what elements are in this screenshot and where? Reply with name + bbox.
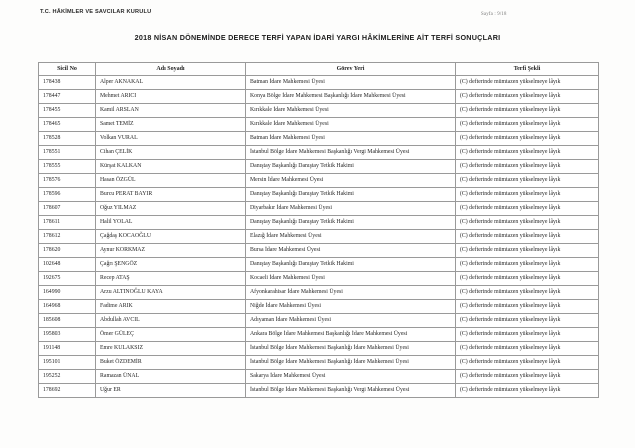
cell-sicil: 195101 (39, 356, 96, 370)
table-body (39, 76, 599, 398)
cell-sicil: 178455 (39, 104, 96, 118)
cell-terfi: (C) defterinde mümtazen yükselmeye lâyık (456, 118, 599, 132)
cell-gorev: İstanbul Bölge İdare Mahkemesi Başkanlığı İdare Mahkemesi Üyesi (246, 342, 456, 356)
cell-ad: Recep ATAŞ (96, 272, 246, 286)
cell-terfi: (C) defterinde mümtazen yükselmeye lâyık (456, 76, 599, 90)
table-row (39, 328, 599, 342)
cell-ad: Ömer GÜLEÇ (96, 328, 246, 342)
table-row (39, 286, 599, 300)
cell-terfi: (C) defterinde mümtazen yükselmeye lâyık (456, 356, 599, 370)
cell-sicil: 178465 (39, 118, 96, 132)
cell-terfi: (C) defterinde mümtazen yükselmeye lâyık (456, 342, 599, 356)
cell-gorev: Danıştay Başkanlığı Danıştay Tetkik Hakimi (246, 160, 456, 174)
cell-gorev: Mersin İdare Mahkemesi Üyesi (246, 174, 456, 188)
cell-gorev: İstanbul Bölge İdare Mahkemesi Başkanlığı İdare Mahkemesi Üyesi (246, 356, 456, 370)
cell-gorev: İstanbul Bölge İdare Mahkemesi Başkanlığı Vergi Mahkemesi Üyesi (246, 384, 456, 398)
cell-ad: Emre KULAKSIZ (96, 342, 246, 356)
cell-terfi: (C) defterinde mümtazen yükselmeye lâyık (456, 202, 599, 216)
cell-ad: Alper AKNAKAL (96, 76, 246, 90)
cell-gorev: Ankara Bölge İdare Mahkemesi Başkanlığı İdare Mahkemesi Üyesi (246, 328, 456, 342)
cell-terfi: (C) defterinde mümtazen yükselmeye lâyık (456, 314, 599, 328)
cell-sicil: 178551 (39, 146, 96, 160)
page-number: Sayfa : 9/18 (481, 12, 507, 17)
table-row (39, 118, 599, 132)
cell-ad: Fadime ARIK (96, 300, 246, 314)
agency-header: T.C. HÂKİMLER VE SAVCILAR KURULU (40, 9, 152, 15)
cell-ad: Aynur KORKMAZ (96, 244, 246, 258)
cell-terfi: (C) defterinde mümtazen yükselmeye lâyık (456, 188, 599, 202)
cell-ad: Burcu PERAT BAYIR (96, 188, 246, 202)
cell-gorev: Diyarbakır İdare Mahkemesi Üyesi (246, 202, 456, 216)
cell-terfi: (C) defterinde mümtazen yükselmeye lâyık (456, 300, 599, 314)
cell-gorev: Danıştay Başkanlığı Danıştay Tetkik Hakimi (246, 188, 456, 202)
table-row (39, 356, 599, 370)
cell-sicil: 195252 (39, 370, 96, 384)
cell-ad: Çağrı ŞENGÖZ (96, 258, 246, 272)
cell-terfi: (C) defterinde mümtazen yükselmeye lâyık (456, 132, 599, 146)
cell-terfi: (C) defterinde mümtazen yükselmeye lâyık (456, 328, 599, 342)
cell-ad: Kürşat KALKAN (96, 160, 246, 174)
column-header-0: Sicil No (39, 63, 96, 76)
cell-sicil: 178692 (39, 384, 96, 398)
cell-ad: Mehmet ARICI (96, 90, 246, 104)
cell-terfi: (C) defterinde mümtazen yükselmeye lâyık (456, 160, 599, 174)
cell-ad: Samet TEMİZ (96, 118, 246, 132)
table-row (39, 258, 599, 272)
table-row (39, 300, 599, 314)
table-row (39, 104, 599, 118)
table-row (39, 244, 599, 258)
cell-gorev: Batman İdare Mahkemesi Üyesi (246, 132, 456, 146)
cell-sicil: 191148 (39, 342, 96, 356)
cell-terfi: (C) defterinde mümtazen yükselmeye lâyık (456, 146, 599, 160)
cell-gorev: Niğde İdare Mahkemesi Üyesi (246, 300, 456, 314)
table-row (39, 132, 599, 146)
cell-gorev: Elazığ İdare Mahkemesi Üyesi (246, 230, 456, 244)
cell-sicil: 178528 (39, 132, 96, 146)
cell-ad: Kamil ARSLAN (96, 104, 246, 118)
cell-terfi: (C) defterinde mümtazen yükselmeye lâyık (456, 384, 599, 398)
cell-terfi: (C) defterinde mümtazen yükselmeye lâyık (456, 174, 599, 188)
table-row (39, 370, 599, 384)
cell-sicil: 178555 (39, 160, 96, 174)
cell-gorev: Kırıkkale İdare Mahkemesi Üyesi (246, 118, 456, 132)
table-row (39, 342, 599, 356)
cell-sicil: 178576 (39, 174, 96, 188)
table-header-row (39, 63, 599, 76)
cell-gorev: Konya Bölge İdare Mahkemesi Başkanlığı İdare Mahkemesi Üyesi (246, 90, 456, 104)
table-row (39, 272, 599, 286)
cell-sicil: 164990 (39, 286, 96, 300)
table-row (39, 160, 599, 174)
column-header-3: Terfi Şekli (456, 63, 599, 76)
cell-ad: Hasan ÖZGÜL (96, 174, 246, 188)
cell-terfi: (C) defterinde mümtazen yükselmeye lâyık (456, 216, 599, 230)
cell-ad: Çağdaş KOCAOĞLU (96, 230, 246, 244)
cell-gorev: Kırıkkale İdare Mahkemesi Üyesi (246, 104, 456, 118)
cell-sicil: 164968 (39, 300, 96, 314)
cell-gorev: Adıyaman İdare Mahkemesi Üyesi (246, 314, 456, 328)
cell-sicil: 178612 (39, 230, 96, 244)
cell-ad: Halil YOLAL (96, 216, 246, 230)
document-title: 2018 NİSAN DÖNEMİNDE DERECE TERFİ YAPAN İDARİ YARGI HÂKİMLERİNE AİT TERFİ SONUÇLARI (134, 33, 501, 42)
table-row (39, 146, 599, 160)
cell-sicil: 192675 (39, 272, 96, 286)
table-row (39, 202, 599, 216)
cell-sicil: 178447 (39, 90, 96, 104)
cell-sicil: 195803 (39, 328, 96, 342)
table-row (39, 188, 599, 202)
cell-gorev: Danıştay Başkanlığı Danıştay Tetkik Hakimi (246, 258, 456, 272)
table-row (39, 76, 599, 90)
table-row (39, 216, 599, 230)
cell-terfi: (C) defterinde mümtazen yükselmeye lâyık (456, 90, 599, 104)
cell-terfi: (C) defterinde mümtazen yükselmeye lâyık (456, 104, 599, 118)
cell-ad: Abdullah AVCIL (96, 314, 246, 328)
cell-sicil: 178611 (39, 216, 96, 230)
cell-sicil: 185608 (39, 314, 96, 328)
cell-terfi: (C) defterinde mümtazen yükselmeye lâyık (456, 286, 599, 300)
cell-gorev: Batman İdare Mahkemesi Üyesi (246, 76, 456, 90)
results-table (38, 62, 599, 398)
column-header-2: Görev Yeri (246, 63, 456, 76)
cell-ad: Cihan ÇELİK (96, 146, 246, 160)
cell-gorev: Sakarya İdare Mahkemesi Üyesi (246, 370, 456, 384)
cell-gorev: Danıştay Başkanlığı Danıştay Tetkik Hakimi (246, 216, 456, 230)
cell-ad: Ramazan ÜNAL (96, 370, 246, 384)
cell-ad: Buket ÖZDEMİR (96, 356, 246, 370)
cell-ad: Oğuz YILMAZ (96, 202, 246, 216)
cell-terfi: (C) defterinde mümtazen yükselmeye lâyık (456, 244, 599, 258)
cell-ad: Volkan VURAL (96, 132, 246, 146)
cell-terfi: (C) defterinde mümtazen yükselmeye lâyık (456, 370, 599, 384)
cell-sicil: 178620 (39, 244, 96, 258)
table-row (39, 314, 599, 328)
cell-gorev: Kocaeli İdare Mahkemesi Üyesi (246, 272, 456, 286)
cell-sicil: 178607 (39, 202, 96, 216)
table-row (39, 230, 599, 244)
cell-terfi: (C) defterinde mümtazen yükselmeye lâyık (456, 272, 599, 286)
cell-terfi: (C) defterinde mümtazen yükselmeye lâyık (456, 258, 599, 272)
cell-gorev: Afyonkarahisar İdare Mahkemesi Üyesi (246, 286, 456, 300)
cell-sicil: 178438 (39, 76, 96, 90)
cell-ad: Arzu ALTINOĞLU KAYA (96, 286, 246, 300)
column-header-1: Adı Soyadı (96, 63, 246, 76)
table-row (39, 174, 599, 188)
cell-sicil: 178596 (39, 188, 96, 202)
cell-sicil: 102648 (39, 258, 96, 272)
cell-ad: Uğur ER (96, 384, 246, 398)
cell-terfi: (C) defterinde mümtazen yükselmeye lâyık (456, 230, 599, 244)
cell-gorev: Bursa İdare Mahkemesi Üyesi (246, 244, 456, 258)
table-row (39, 384, 599, 398)
cell-gorev: İstanbul Bölge İdare Mahkemesi Başkanlığı Vergi Mahkemesi Üyesi (246, 146, 456, 160)
table-row (39, 90, 599, 104)
